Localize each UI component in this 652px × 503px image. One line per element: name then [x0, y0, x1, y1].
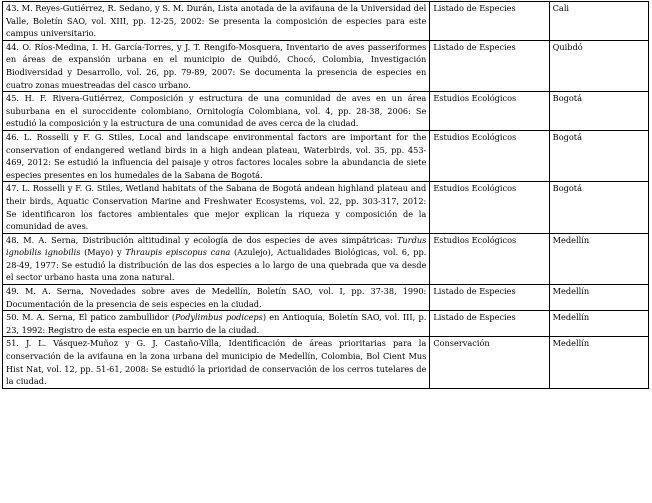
- city-text: Bogotá: [552, 93, 582, 104]
- category-text: Estudios Ecológicos: [433, 131, 517, 142]
- reference-cell: [3, 337, 430, 388]
- city-cell: [549, 311, 648, 337]
- table-row: [3, 130, 649, 181]
- category-cell: [430, 285, 549, 311]
- city-cell: [549, 130, 648, 181]
- category-text: Estudios Ecológicos: [433, 183, 517, 194]
- category-text: Listado de Especies: [433, 312, 516, 323]
- category-cell: [430, 311, 549, 337]
- reference-cell: [3, 40, 430, 91]
- species-name-italic-2: Thraupis episcopus cana: [125, 247, 231, 258]
- reference-text: 44. O. Ríos-Medina, I. H. García-Torres, y J. T. Rengifo-Mosquera, Inventario de aves passeriformes en áreas de expansión urbana en el municipio de Quibdó, Chocó, Colombia, Investigación Biodiversidad y Desarrollo, vol. 26, pp. 79-89, 2007: Se documenta la presencia de especies en cuatro zonas muestreadas del casco urbano.: [6, 41, 427, 90]
- table-row: [3, 182, 649, 233]
- reference-cell: [3, 2, 430, 41]
- city-cell: [549, 233, 648, 284]
- reference-text: 50. M. A. Serna, El patico zambullidor (: [6, 312, 176, 323]
- category-text: Listado de Especies: [433, 41, 516, 52]
- city-text: Medellín: [552, 286, 590, 297]
- reference-text: 48. M. A. Serna, Distribución altitudinal y ecología de dos especies de aves simpátricas:: [6, 234, 397, 245]
- reference-cell: [3, 285, 430, 311]
- city-text: Medellín: [552, 312, 590, 323]
- category-cell: [430, 2, 549, 41]
- reference-cell: [3, 92, 430, 131]
- reference-text-middle: (Mayo) y: [80, 247, 126, 258]
- reference-text-end: (Azulejo), Actualidades Biológicas, vol. 6, pp. 28-49, 1977: Se estudió la distribución de las dos especies a lo largo de una quebrada que va desde el sector urbano hasta una zona natural.: [6, 247, 427, 283]
- category-cell: [430, 92, 549, 131]
- category-cell: [430, 130, 549, 181]
- city-cell: [549, 182, 648, 233]
- reference-cell: [3, 233, 430, 284]
- city-text: Medellín: [552, 234, 590, 245]
- city-cell: [549, 2, 648, 41]
- reference-text: 45. H. F. Rivera-Gutiérrez, Composición y estructura de una comunidad de aves en un área suburbana en el suroccidente colombiano, Ornitología Colombiana, vol. 4, pp. 28-38, 2006: Se estudió la composición y la estructura de una comunidad de aves cerca de la ciudad.: [6, 93, 427, 129]
- reference-text: 46. L. Rosselli y F. G. Stiles, Local and landscape environmental factors are important for the conservation of endangered wetland birds in a high andean plateau, Waterbirds, vol. 35, pp. 453-469, 2012: Se estudió la influencia del paisaje y otros factores locales sobre la abundancia de siete especies presentes en los humedales de la Sabana de Bogotá.: [6, 131, 427, 180]
- reference-cell: [3, 130, 430, 181]
- city-text: Quibdó: [552, 41, 583, 52]
- reference-cell: [3, 182, 430, 233]
- reference-text: 47. L. Rosselli y F. G. Stiles, Wetland habitats of the Sabana de Bogotá andean highland plateau and their birds, Aquatic Conservation Marine and Freshwater Ecosystems, vol. 22, pp. 303-317, 2012: Se identificaron los factores ambientales que mejor explican la riqueza y composición de la comunidad de aves.: [6, 183, 427, 232]
- bibliography-table-body: [3, 2, 649, 389]
- species-name-italic: Podylimbus podiceps: [175, 312, 263, 323]
- table-row: [3, 40, 649, 91]
- reference-text: 51. J. L. Vásquez-Muñoz y G. J. Castaño-Villa, Identificación de áreas prioritarias para la conservación de la avifauna en la zona urbana del municipio de Medellín, Colombia, Bol Cient Mus Hist Nat, vol. 12, pp. 51-61, 2008: Se estudió la prioridad de conservación de los cerros tutelares de la ciudad.: [6, 338, 427, 387]
- table-row: [3, 2, 649, 41]
- city-text: Bogotá: [552, 131, 582, 142]
- reference-cell: [3, 311, 430, 337]
- city-cell: [549, 92, 648, 131]
- category-text: Conservación: [433, 338, 490, 349]
- category-cell: [430, 182, 549, 233]
- species-name-italic: Turdus ignobilis ignobilis: [6, 234, 427, 258]
- category-text: Listado de Especies: [433, 3, 516, 13]
- table-row: [3, 233, 649, 284]
- reference-text: 49. M. A. Serna, Novedades sobre aves de Medellín, Boletín SAO, vol. I, pp. 37-38, 1990: Documentación de la presencia de seis especies en la ciudad.: [6, 286, 427, 309]
- category-text: Estudios Ecológicos: [433, 93, 517, 104]
- category-text: Listado de Especies: [433, 286, 516, 297]
- reference-text-middle: ) en Antioquia, Boletín SAO, vol. III, p. 23, 1992: Registro de esta especie en un barrio de la ciudad.: [6, 312, 427, 335]
- table-row: [3, 285, 649, 311]
- city-cell: [549, 337, 648, 388]
- city-text: Medellín: [552, 338, 590, 349]
- category-cell: [430, 233, 549, 284]
- category-text: Estudios Ecológicos: [433, 234, 517, 245]
- city-text: Cali: [552, 3, 570, 13]
- city-cell: [549, 285, 648, 311]
- table-row: [3, 92, 649, 131]
- reference-text: 43. M. Reyes-Gutiérrez, R. Sedano, y S. M. Durán, Lista anotada de la avifauna de la Universidad del Valle, Boletín SAO, vol. XIII, pp. 12-25, 2002: Se presenta la composición de especies para este campus universitario.: [6, 3, 427, 39]
- bibliography-table: [2, 1, 649, 389]
- city-cell: [549, 40, 648, 91]
- category-cell: [430, 40, 549, 91]
- city-text: Bogotá: [552, 183, 582, 194]
- table-row: [3, 337, 649, 388]
- category-cell: [430, 337, 549, 388]
- table-row: [3, 311, 649, 337]
